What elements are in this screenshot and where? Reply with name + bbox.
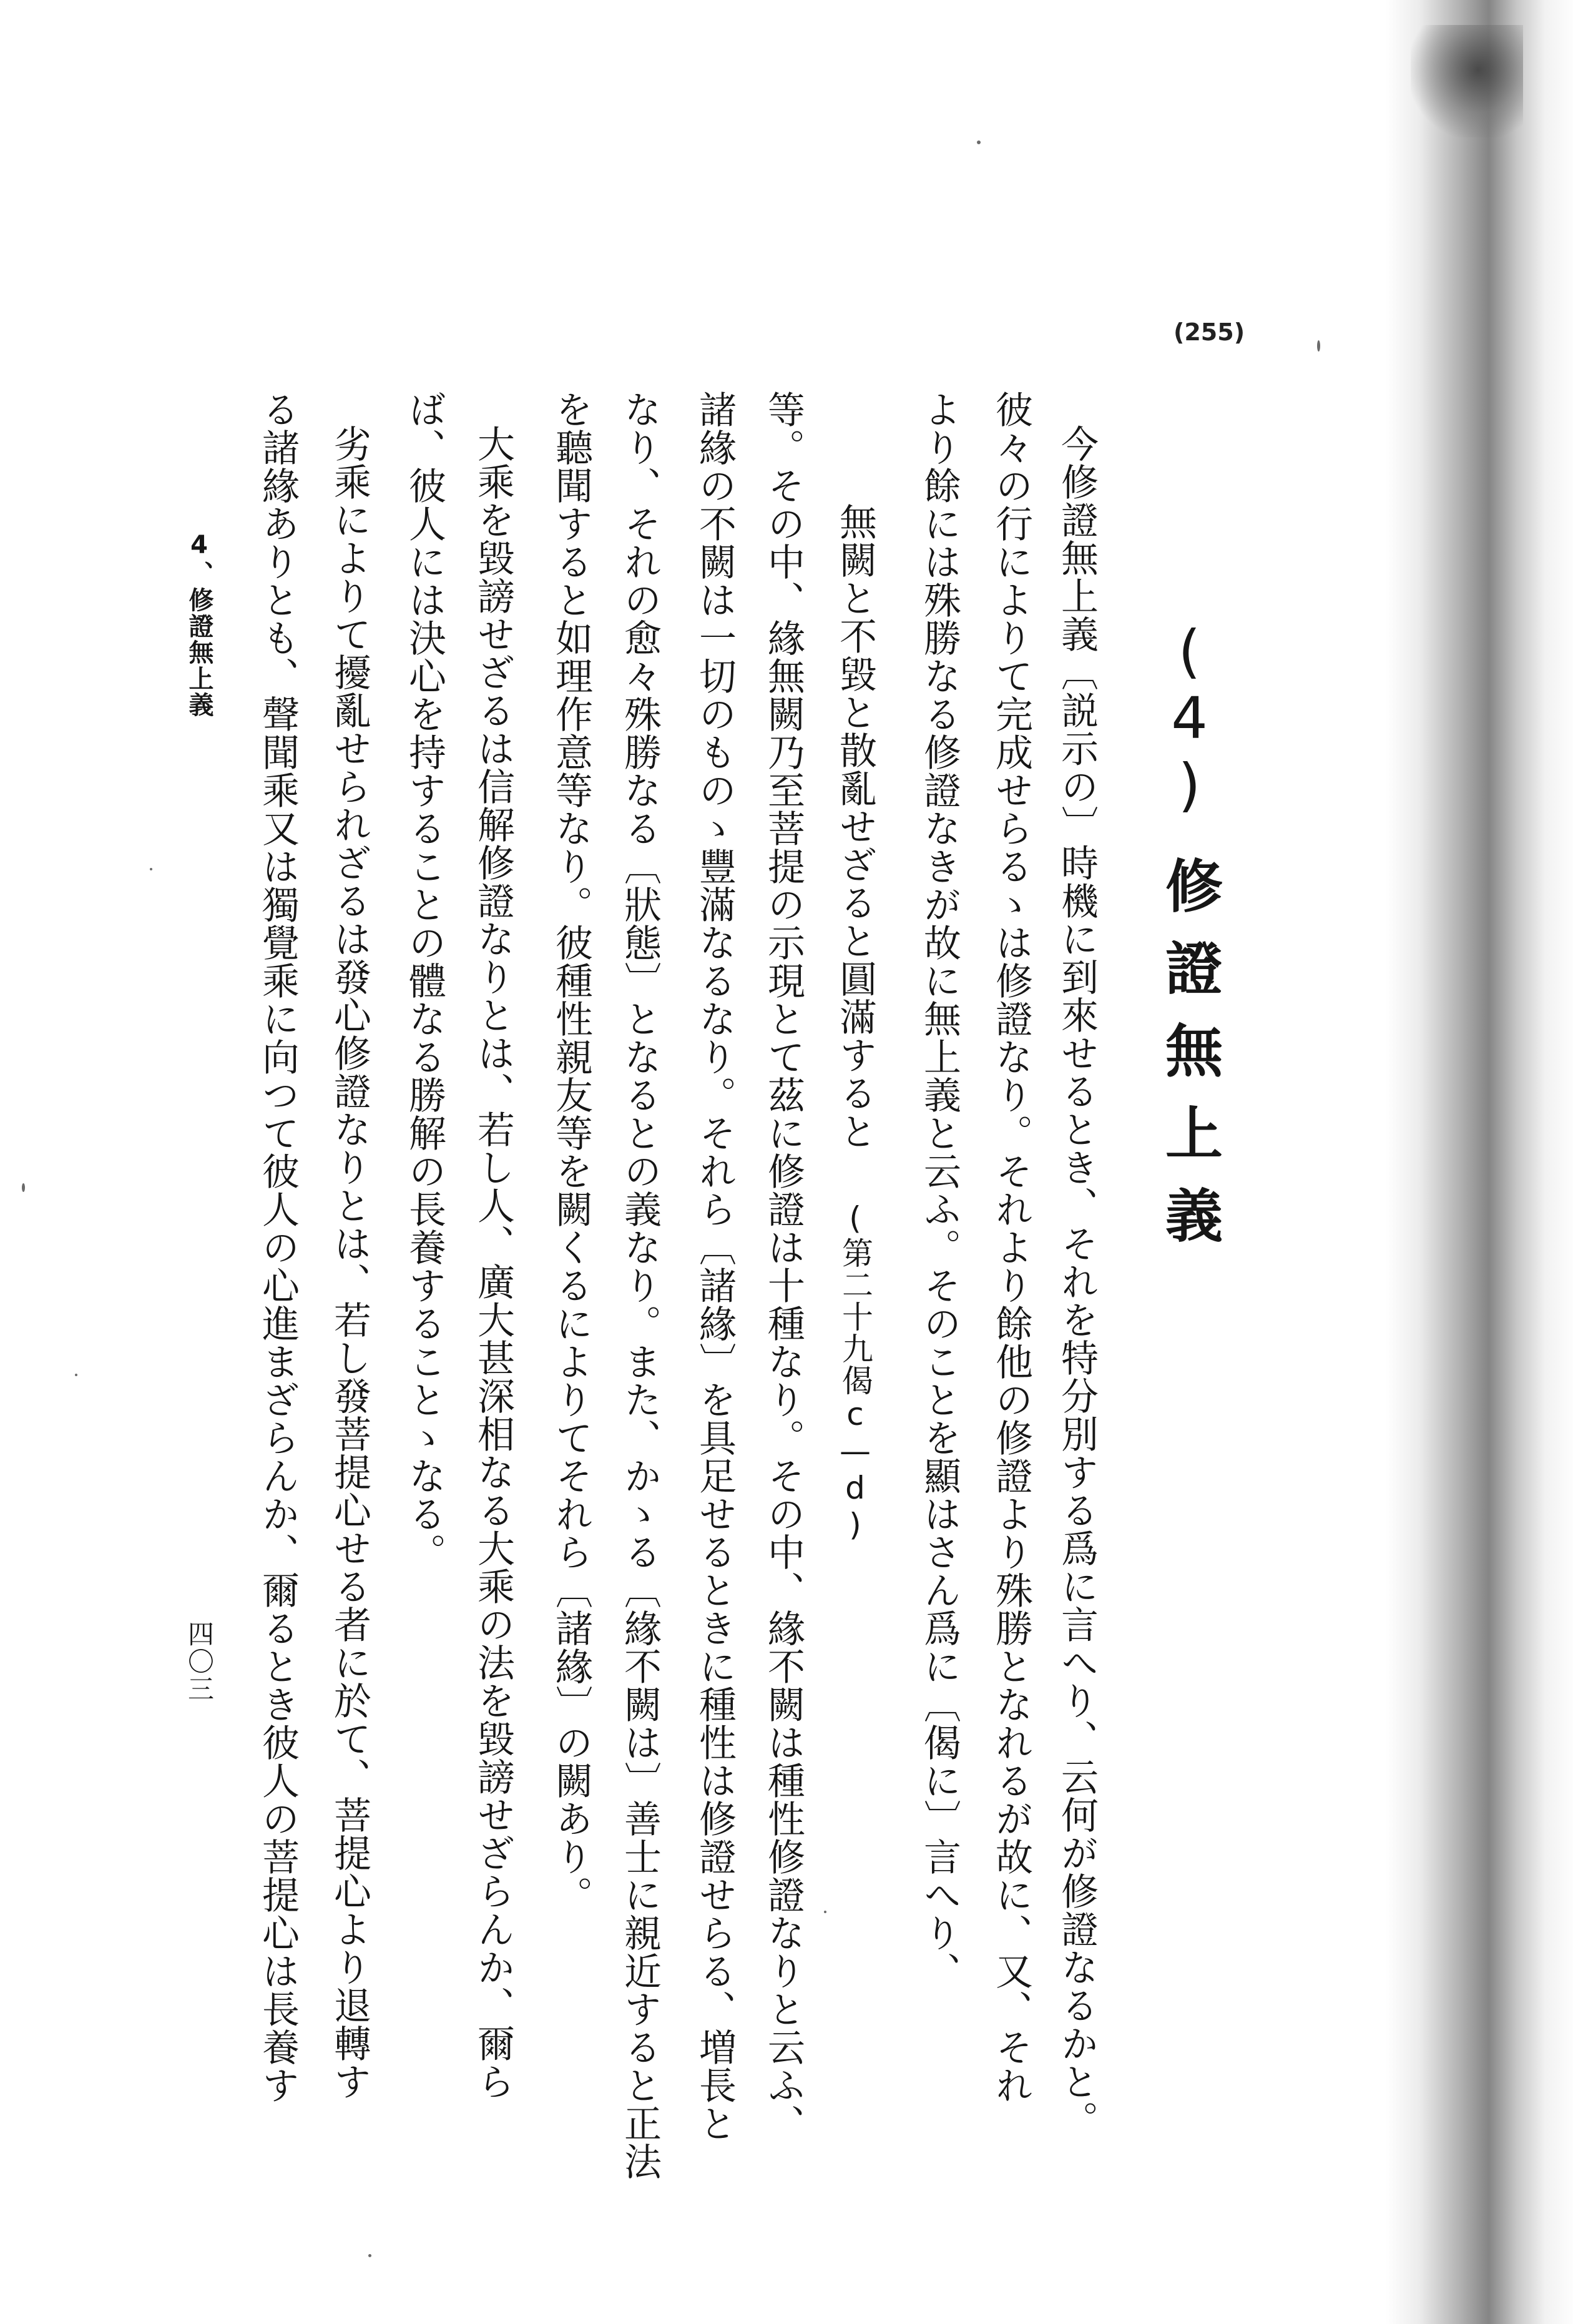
binding-shadow bbox=[1386, 0, 1573, 2324]
body-line-8: 大乘を毀謗せざるは信解修證なりとは、若し人、廣大甚深相なる大乘の法を毀謗せざらんか、爾ら bbox=[471, 425, 515, 2100]
page-number: (255) bbox=[1174, 318, 1245, 346]
body-line-5: 諸緣の不闕は一切のものゝ豐滿なるなり。それら〔諸緣〕を具足せるときに種性は修證せらる、増長と bbox=[693, 390, 737, 2142]
section-title: 修證無上義 bbox=[1156, 856, 1223, 1268]
body-line-4: 等。その中、緣無闕乃至菩提の示現とて茲に修證は十種なり。その中、緣不闕は種性修證なりと云ふ、 bbox=[762, 390, 805, 2142]
scan-speck bbox=[75, 1374, 77, 1376]
running-head: 4、修證無上義 bbox=[185, 531, 213, 718]
body-line-6: なり、それの愈々殊勝なる〔狀態〕となるとの義なり。また、かゝる〔緣不闕は〕善士に親近すると正法 bbox=[618, 390, 662, 2180]
scan-speck bbox=[977, 140, 981, 144]
body-line-1: 今修證無上義〔説示の〕時機に到來せるとき、それを特分別する爲に言へり、云何が修證なるかと。 bbox=[1055, 425, 1099, 2139]
scan-speck bbox=[150, 868, 152, 870]
body-line-2: 彼々の行によりて完成せらるゝは修證なり。それより餘他の修證より殊勝となれるが故に、又、それ bbox=[989, 390, 1033, 2104]
stanza-reference: (第二十九偈c—d) bbox=[837, 1200, 873, 1544]
body-line-11: る諸緣ありとも、聲聞乘又は獨覺乘に向つて彼人の心進まざらんか、爾るとき彼人の菩提心は長養す bbox=[256, 390, 300, 2104]
folio-number: 四〇三 bbox=[184, 1620, 215, 1703]
scan-speck bbox=[22, 1183, 25, 1192]
scan-speck bbox=[368, 2254, 371, 2257]
section-number: (4) bbox=[1156, 618, 1223, 819]
stanza-text: 無闕と不毀と散亂せざると圓滿すると bbox=[833, 503, 877, 1150]
body-line-10: 劣乘によりて擾亂せられざるは發心修證なりとは、若し發菩提心せる者に於て、菩提心より退轉す bbox=[328, 425, 371, 2100]
scan-speck bbox=[1317, 340, 1320, 352]
binding-dark-corner bbox=[1411, 25, 1523, 137]
body-line-7: を聽聞すると如理作意等なり。彼種性親友等を闕くるによりてそれら〔諸緣〕の闕あり。 bbox=[549, 390, 593, 1914]
section-heading bbox=[1155, 618, 1223, 1268]
body-line-3: より餘には殊勝なる修證なきが故に無上義と云ふ。そのことを顯はさん爲に〔偈に〕言へり、 bbox=[918, 390, 961, 1990]
scan-speck bbox=[824, 1911, 826, 1913]
body-line-9: ば、彼人には決心を持することの體なる勝解の長養することゝなる。 bbox=[403, 390, 446, 1571]
stanza-verse bbox=[833, 503, 877, 1544]
